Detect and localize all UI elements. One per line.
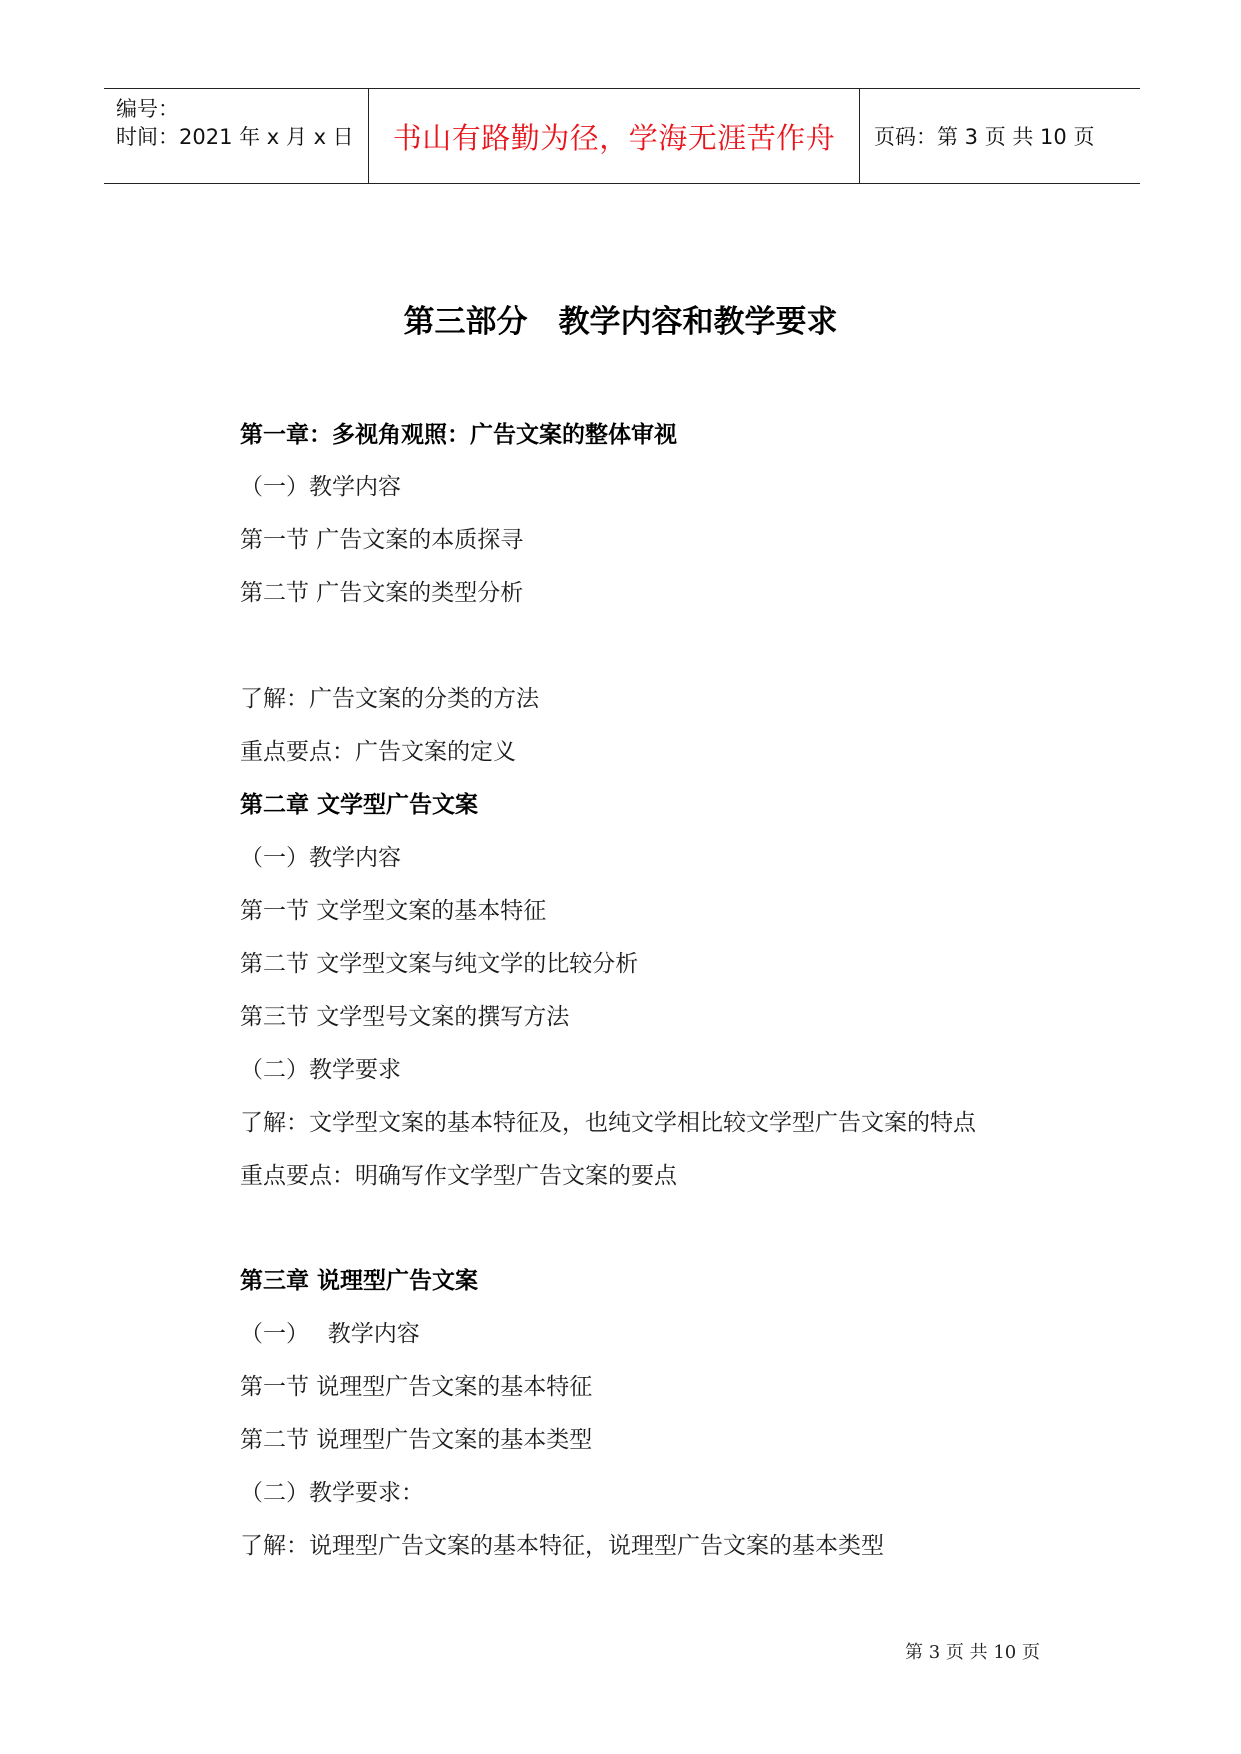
header-motto: 书山有路勤为径，学海无涯苦作舟 xyxy=(368,89,860,183)
header-page-number: 页码：第 3 页 共 10 页 xyxy=(874,125,1095,149)
chapter-2-item-2: 第二节 文学型文案与纯文学的比较分析 xyxy=(240,951,639,977)
chapter-2-heading: 第二章 文学型广告文案 xyxy=(240,792,479,818)
chapter-2-key-points: 重点要点：明确写作文学型广告文案的要点 xyxy=(240,1163,677,1189)
page-title: 第三部分 教学内容和教学要求 xyxy=(403,304,838,340)
chapter-3-requirements-label: （二）教学要求： xyxy=(240,1480,424,1506)
chapter-2-item-1: 第一节 文学型文案的基本特征 xyxy=(240,898,547,924)
chapter-2-requirements-label: （二）教学要求 xyxy=(240,1057,401,1083)
header-info-cell xyxy=(104,89,368,183)
document-date-label: 时间：2021 年 x 月 x 日 xyxy=(116,125,354,149)
page-header xyxy=(104,88,1140,184)
chapter-3-item-1: 第一节 说理型广告文案的基本特征 xyxy=(240,1374,593,1400)
chapter-3-item-2: 第二节 说理型广告文案的基本类型 xyxy=(240,1427,593,1453)
chapter-1-section-label: （一）教学内容 xyxy=(240,474,401,500)
chapter-3-understand: 了解：说理型广告文案的基本特征，说理型广告文案的基本类型 xyxy=(240,1533,884,1559)
chapter-2-section-label: （一）教学内容 xyxy=(240,845,401,871)
chapter-1-item-2: 第二节 广告文案的类型分析 xyxy=(240,580,524,606)
chapter-1-heading: 第一章：多视角观照：广告文案的整体审视 xyxy=(240,422,677,448)
chapter-1-understand: 了解：广告文案的分类的方法 xyxy=(240,686,539,712)
chapter-1-key-points: 重点要点：广告文案的定义 xyxy=(240,739,516,765)
chapter-2-item-3: 第三节 文学型号文案的撰写方法 xyxy=(240,1004,570,1030)
chapter-3-section-label: （一） 教学内容 xyxy=(240,1321,420,1347)
chapter-2-understand: 了解：文学型文案的基本特征及，也纯文学相比较文学型广告文案的特点 xyxy=(240,1110,976,1136)
document-number-label: 编号： xyxy=(116,97,179,121)
page-footer: 第 3 页 共 10 页 xyxy=(905,1642,1040,1663)
chapter-1-item-1: 第一节 广告文案的本质探寻 xyxy=(240,527,524,553)
chapter-3-heading: 第三章 说理型广告文案 xyxy=(240,1268,479,1294)
